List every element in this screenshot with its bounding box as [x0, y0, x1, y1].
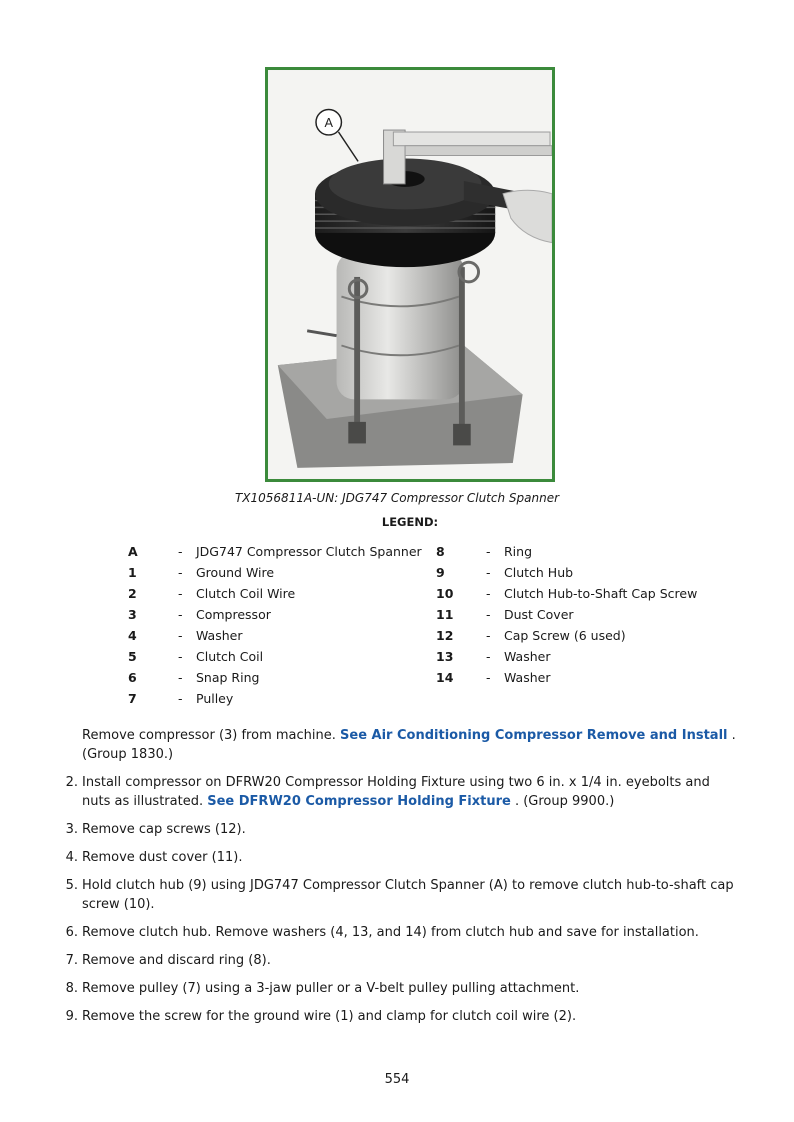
- step-text: Remove compressor (3) from machine.: [82, 728, 341, 743]
- legend-key: 9: [436, 565, 445, 580]
- legend-description: JDG747 Compressor Clutch Spanner: [196, 544, 422, 559]
- legend-dash: -: [486, 607, 491, 622]
- legend-dash: -: [178, 649, 183, 664]
- step-number: 4.: [65, 850, 78, 865]
- step-text: Hold clutch hub (9) using JDG747 Compressor Clutch Spanner (A) to remove clutch hub-to-shaft cap screw (10).: [82, 878, 734, 912]
- step-number: 5.: [65, 878, 78, 893]
- procedure-step: [60, 773, 740, 811]
- procedure-step: [60, 923, 740, 942]
- legend-dash: -: [486, 544, 491, 559]
- legend-key: 12: [436, 628, 454, 643]
- legend-key: 7: [128, 691, 137, 706]
- legend-dash: -: [486, 565, 491, 580]
- procedure-step: [60, 820, 740, 839]
- step-number: 2.: [65, 775, 78, 790]
- legend-dash: -: [178, 607, 183, 622]
- step-number: 3.: [65, 822, 78, 837]
- legend-key: 1: [128, 565, 137, 580]
- legend-key: 4: [128, 628, 137, 643]
- step-number: 7.: [65, 953, 78, 968]
- legend-key: 5: [128, 649, 137, 664]
- step-text: Remove the screw for the ground wire (1) and clamp for clutch coil wire (2).: [82, 1009, 577, 1024]
- legend-description: Clutch Hub: [504, 565, 574, 580]
- legend-description: Clutch Hub-to-Shaft Cap Screw: [504, 586, 698, 601]
- legend-description: Washer: [504, 649, 551, 664]
- legend-dash: -: [178, 628, 183, 643]
- figure-photo: [265, 67, 555, 482]
- procedure-step: [60, 951, 740, 970]
- procedure-step: [60, 848, 740, 867]
- step-text: Remove and discard ring (8).: [82, 953, 271, 968]
- cross-reference-link[interactable]: See DFRW20 Compressor Holding Fixture: [207, 794, 511, 809]
- step-text-suffix: . (Group 1830.): [82, 728, 736, 762]
- legend-description: Snap Ring: [196, 670, 260, 685]
- legend-dash: -: [486, 586, 491, 601]
- legend-dash: -: [486, 649, 491, 664]
- legend-key: 11: [436, 607, 454, 622]
- step-text: Remove pulley (7) using a 3-jaw puller or a V-belt pulley pulling attachment.: [82, 981, 580, 996]
- legend-description: Clutch Coil: [196, 649, 264, 664]
- procedure-steps: [60, 726, 740, 1035]
- callout-letter: A: [324, 115, 333, 131]
- step-text: Remove clutch hub. Remove washers (4, 13, and 14) from clutch hub and save for installation.: [82, 925, 699, 940]
- step-text: Remove dust cover (11).: [82, 850, 243, 865]
- step-number: 6.: [65, 925, 78, 940]
- step-text: Install compressor on DFRW20 Compressor Holding Fixture using two 6 in. x 1/4 in. eyebolts and nuts as illustrated.: [82, 775, 710, 809]
- step-text-suffix: . (Group 9900.): [510, 794, 615, 809]
- legend-key: 13: [436, 649, 454, 664]
- legend-key: 10: [436, 586, 454, 601]
- legend-key: 6: [128, 670, 137, 685]
- step-number: 9.: [65, 1009, 78, 1024]
- legend-key: A: [128, 544, 138, 559]
- legend-title: LEGEND:: [381, 515, 439, 529]
- legend-dash: -: [178, 565, 183, 580]
- legend-dash: -: [178, 670, 183, 685]
- figure-caption: TX1056811A-UN: JDG747 Compressor Clutch Spanner: [234, 491, 560, 505]
- page-number: 554: [384, 1072, 410, 1087]
- legend-key: 8: [436, 544, 445, 559]
- legend-description: Washer: [196, 628, 243, 643]
- legend-dash: -: [178, 586, 183, 601]
- cross-reference-link[interactable]: See Air Conditioning Compressor Remove and Install: [340, 728, 728, 743]
- legend-description: Cap Screw (6 used): [504, 628, 626, 643]
- step-number: 8.: [65, 981, 78, 996]
- legend-description: Ring: [504, 544, 533, 559]
- legend-description: Compressor: [196, 607, 271, 622]
- legend-dash: -: [486, 628, 491, 643]
- legend-description: Washer: [504, 670, 551, 685]
- legend-description: Ground Wire: [196, 565, 275, 580]
- procedure-step: [60, 726, 740, 764]
- legend-dash: -: [178, 691, 183, 706]
- legend-key: 14: [436, 670, 454, 685]
- procedure-step: [60, 876, 740, 914]
- legend-key: 2: [128, 586, 137, 601]
- procedure-step: [60, 979, 740, 998]
- step-text: Remove cap screws (12).: [82, 822, 246, 837]
- legend-key: 3: [128, 607, 137, 622]
- procedure-step: [60, 1007, 740, 1026]
- legend-description: Dust Cover: [504, 607, 574, 622]
- legend-description: Pulley: [196, 691, 234, 706]
- compressor-photo-illustration: [268, 70, 552, 479]
- legend-description: Clutch Coil Wire: [196, 586, 296, 601]
- legend-dash: -: [178, 544, 183, 559]
- legend-dash: -: [486, 670, 491, 685]
